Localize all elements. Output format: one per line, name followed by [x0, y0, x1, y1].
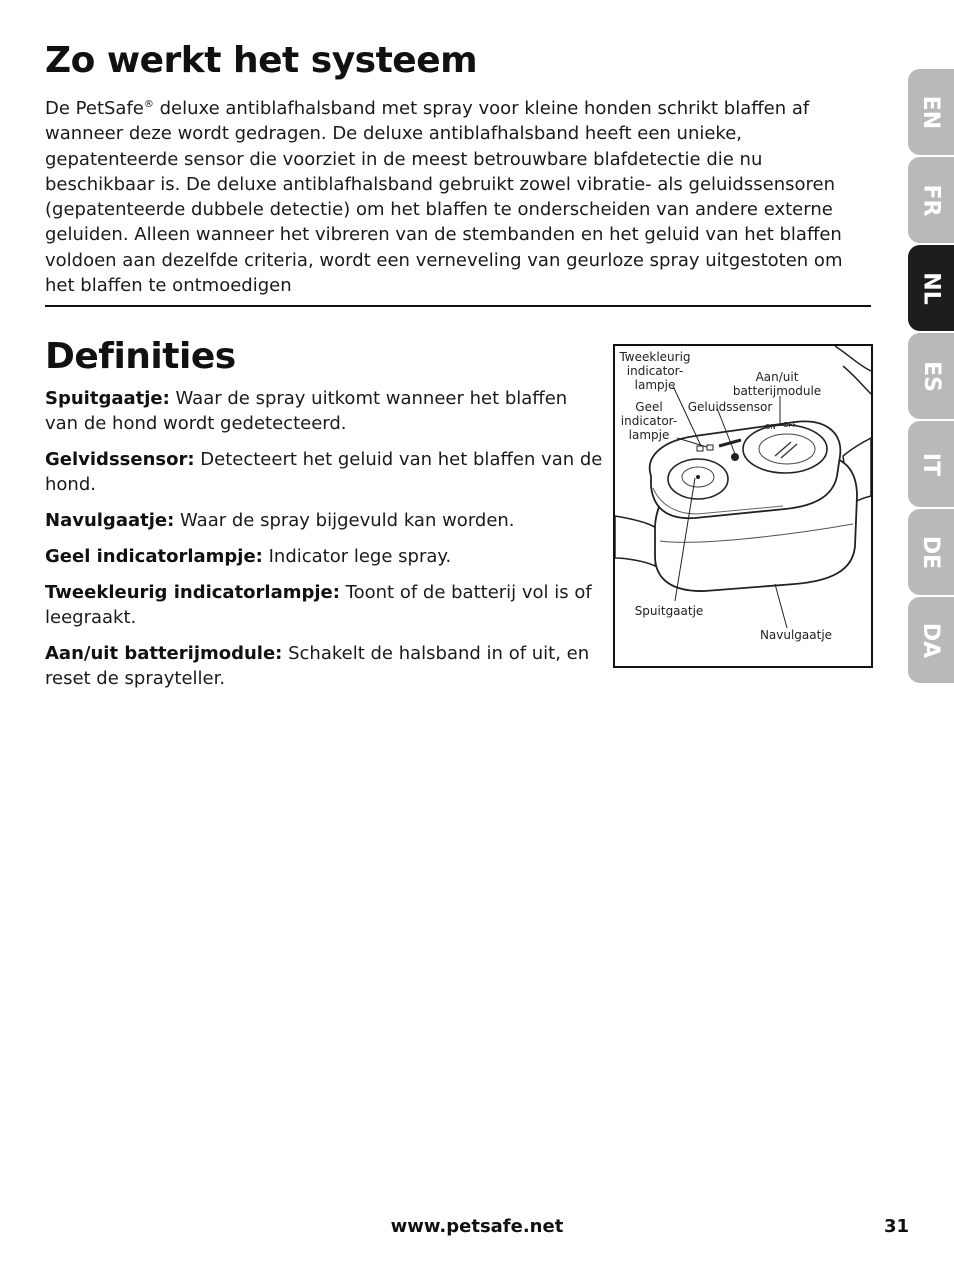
section-title: Definities	[45, 336, 236, 377]
definition-item: Geel indicatorlampje: Indicator lege spray.	[45, 546, 452, 567]
tab-nl[interactable]: NL	[908, 245, 954, 331]
tab-da[interactable]: DA	[908, 597, 954, 683]
definition-item: Tweekleurig indicatorlampje: Toont of de batterij vol is of leegraakt.	[45, 582, 592, 628]
collar-diagram	[613, 344, 873, 668]
tab-es[interactable]: ES	[908, 333, 954, 419]
page-number: 31	[884, 1216, 910, 1237]
definition-item: Gelvidssensor: Detecteert het geluid van het blaffen van de hond.	[45, 449, 603, 495]
page-title: Zo werkt het systeem	[45, 40, 478, 81]
label-switch-on: ON	[765, 423, 776, 431]
definition-item: Navulgaatje: Waar de spray bijgevuld kan worden.	[45, 510, 515, 531]
section-divider	[45, 305, 871, 307]
intro-paragraph: De PetSafe® deluxe antiblafhalsband met spray voor kleine honden schrikt blaffen af wanneer deze wordt gedragen. De deluxe antiblafhalsband heeft een unieke, gepatenteerde sensor die voorziet in de meest betrouwbare blafdetectie die nu beschikbaar is. De deluxe antiblafhalsband gebruikt zowel vibratie- als geluidssensoren (gepatenteerde dubbele detectie) om het blaffen te onderscheiden van andere externe geluiden. Alleen wanneer het vibreren van de stembanden en het geluid van het blaffen voldoen aan dezelfde criteria, wordt een verneveling van geurloze spray uitgestoten om het blaffen te ontmoedigen	[45, 98, 843, 297]
label-bicolor-lamp: Tweekleurig indicator- lampje	[619, 350, 691, 392]
label-refill-hole: Navulgaatje	[759, 628, 833, 642]
label-power-module: Aan/uit batterijmodule	[732, 370, 822, 398]
tab-fr[interactable]: FR	[908, 157, 954, 243]
label-spray-nozzle: Spuitgaatje	[634, 604, 704, 618]
label-switch-off: OFF	[783, 421, 797, 429]
tab-en[interactable]: EN	[908, 69, 954, 155]
label-sound-sensor: Geluidssensor	[687, 400, 773, 414]
definitions-list	[45, 386, 605, 702]
definition-item: Spuitgaatje: Waar de spray uitkomt wanneer het blaffen van de hond wordt gedetecteerd.	[45, 388, 568, 434]
label-yellow-lamp: Geel indicator- lampje	[620, 400, 678, 442]
tab-it[interactable]: IT	[908, 421, 954, 507]
definition-item: Aan/uit batterijmodule: Schakelt de halsband in of uit, en reset de sprayteller.	[45, 643, 590, 689]
footer-url: www.petsafe.net	[390, 1216, 564, 1237]
tab-de[interactable]: DE	[908, 509, 954, 595]
